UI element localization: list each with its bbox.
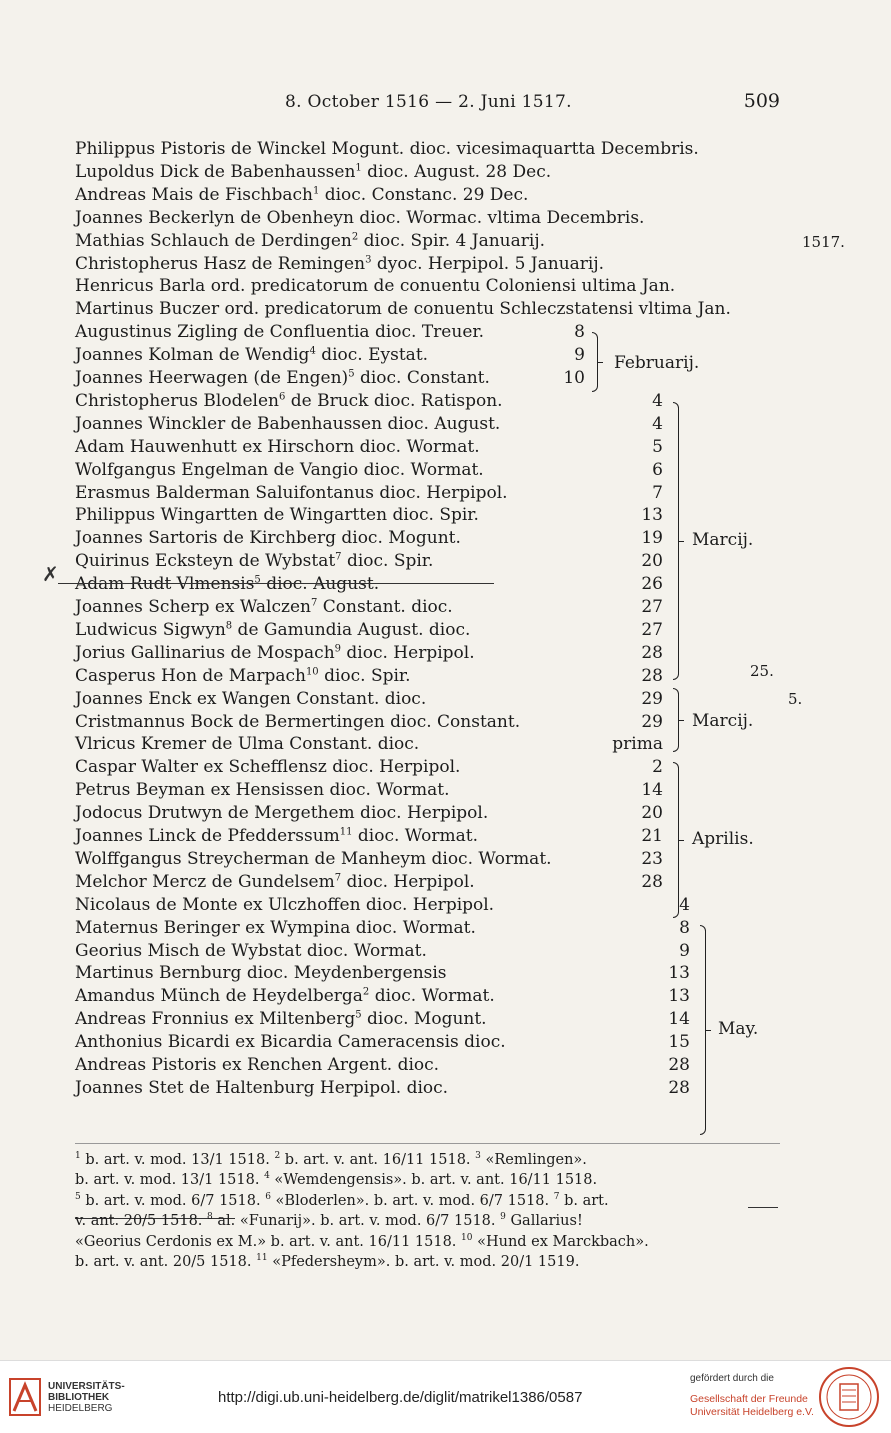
entry-name-line <box>75 642 475 664</box>
footnote-number: 6 <box>265 1191 271 1202</box>
entry-text-rest: dyoc. Herpipol. 5 Januarij. <box>371 253 605 274</box>
entry-day: 27 <box>641 619 663 640</box>
footnote-ref: 7 <box>310 597 318 609</box>
entry-day: 27 <box>641 597 663 617</box>
entry-name-line <box>75 550 433 572</box>
entry-name-line <box>75 962 447 984</box>
entry-day: 15 <box>668 1032 690 1053</box>
footnote-line <box>75 1253 780 1272</box>
footnote-ref: 5 <box>348 368 355 380</box>
footnote-ref: 6 <box>278 391 286 403</box>
footnote-line <box>75 1212 780 1231</box>
entry-day: 4 <box>652 390 663 411</box>
viewer-footer <box>0 1360 891 1433</box>
footnote-number: 4 <box>264 1171 270 1182</box>
entry-name-line <box>75 1031 506 1053</box>
entry-name-line <box>75 344 428 366</box>
entry-name-line <box>75 413 500 435</box>
entry-name-line <box>75 207 644 229</box>
footnote-ref: 1 <box>355 162 362 174</box>
entry-text: Andreas Mais de Fischbach <box>75 184 313 205</box>
entry-day: 4 <box>679 894 690 915</box>
entry-text-rest: dioc. August. 28 Dec. <box>361 161 552 182</box>
footnote-text: «Remlingen». <box>480 1152 587 1168</box>
entry-text-rest: dioc. Herpipol. <box>341 642 475 663</box>
entry-text: Melchor Mercz de Gundelsem <box>75 871 335 892</box>
footnote-text: b. art. <box>559 1192 609 1209</box>
brace-februarij <box>592 332 598 392</box>
entry-name-line <box>75 596 453 618</box>
entry-text: Joannes Stet de Haltenburg Herpipol. dioc. <box>75 1077 449 1098</box>
footnote-ref: 7 <box>335 551 342 563</box>
footnote-ref: 10 <box>305 666 319 678</box>
entry-day: 29 <box>641 711 663 732</box>
entry-text: Philippus Pistoris de Winckel Mogunt. dioc. vicesimaquartta Decembris. <box>75 139 699 159</box>
entry-name-line <box>75 1077 448 1099</box>
entry-name-line <box>75 894 494 916</box>
entry-day: 6 <box>652 459 663 480</box>
entry-name-line <box>75 527 461 549</box>
society-line-2: Universität Heidelberg e.V. <box>690 1406 814 1418</box>
page-number: 509 <box>743 90 780 112</box>
entry-day: 10 <box>563 368 585 388</box>
footnote-ref: 5 <box>355 1009 362 1021</box>
entry-name-line <box>75 848 552 870</box>
entry-text-rest: dioc. Constanc. 29 Dec. <box>319 184 529 205</box>
entry-day: 9 <box>679 940 690 961</box>
entry-day: 13 <box>641 505 663 526</box>
month-aprilis: Aprilis. <box>692 829 754 849</box>
entry-name-line <box>75 367 490 389</box>
footnote-text: «Georius Cerdonis ex M.» b. art. v. ant. 16/11 1518. <box>75 1233 462 1250</box>
entry-text: Joannes Sartoris de Kirchberg dioc. Mogunt. <box>75 528 461 549</box>
footnote-line <box>75 1151 780 1170</box>
entry-text: Adam Rudt Vlmensis <box>75 574 255 595</box>
entry-text: Ludwicus Sigwyn <box>75 619 226 640</box>
entry-text: Caspar Walter ex Schefflensz dioc. Herpipol. <box>75 757 461 778</box>
library-line-2: BIBLIOTHEK <box>48 1392 110 1403</box>
entry-text-rest: dioc. Mogunt. <box>361 1009 487 1030</box>
footnote-text: al. «Funarij». b. art. v. mod. 6/7 1518. <box>212 1213 501 1230</box>
entry-text-rest: dioc. Constant. <box>354 368 490 388</box>
month-may: May. <box>718 1019 759 1039</box>
brace-marcij-1 <box>673 402 679 680</box>
entry-text: Joannes Linck de Pfedderssum <box>75 826 340 846</box>
entry-text: Joannes Enck ex Wangen Constant. dioc. <box>75 688 427 709</box>
footnote-text: b. art. v. ant. 16/11 1518. <box>280 1152 476 1168</box>
month-marcij-2: Marcij. <box>692 711 754 731</box>
brace-may <box>700 925 706 1135</box>
footnote-text: Gallarius! <box>505 1213 583 1230</box>
footnote-text: «Bloderlen». b. art. v. mod. 6/7 1518. <box>270 1192 554 1209</box>
entry-name-line <box>75 504 479 526</box>
footnote-number: 7 <box>553 1191 560 1202</box>
entry-day: 23 <box>641 848 663 869</box>
entry-text: Jorius Gallinarius de Mospach <box>75 642 335 663</box>
entry-name-line <box>75 1054 439 1076</box>
entry-day: 28 <box>668 1055 690 1075</box>
footnote-text: b. art. v. mod. 13/1 1518. <box>80 1152 275 1168</box>
entry-text: Lupoldus Dick de Babenhaussen <box>75 161 356 182</box>
entry-text: Andreas Pistoris ex Renchen Argent. dioc. <box>75 1055 440 1075</box>
footnote-text: «Hund ex Marckbach». <box>472 1233 649 1250</box>
entry-day: prima <box>612 734 663 755</box>
entry-text: Adam Hauwenhutt ex Hirschorn dioc. Wormat. <box>75 436 480 457</box>
footnote-number: 8 <box>207 1212 213 1223</box>
footnote-text: «Wemdengensis». b. art. v. ant. 16/11 1518. <box>269 1172 598 1189</box>
funded-by-label: gefördert durch die <box>690 1373 774 1384</box>
entry-name-line <box>75 733 419 755</box>
entry-name-line <box>75 459 484 481</box>
entry-text-rest: de Gamundia August. dioc. <box>232 619 471 640</box>
entry-day: 28 <box>668 1077 690 1098</box>
margin-5: 5. <box>788 690 803 708</box>
entry-text-rest: Constant. dioc. <box>317 597 453 617</box>
entry-text: Martinus Buczer ord. predicatorum de conuentu Schleczstatensi vltima Jan. <box>75 299 731 320</box>
entry-text: Joannes Heerwagen (de Engen) <box>75 368 349 388</box>
entry-text: Christopherus Hasz de Remingen <box>75 253 366 274</box>
entry-name-line <box>75 619 470 641</box>
entry-name-line <box>75 940 427 962</box>
entry-day: 13 <box>668 963 690 984</box>
margin-year: 1517. <box>802 233 845 251</box>
entry-name-line <box>75 711 520 733</box>
footnote-number: 2 <box>274 1151 281 1162</box>
entry-text-rest: dioc. Spir. <box>318 665 411 686</box>
entry-name-line <box>75 779 450 801</box>
university-seal-icon[interactable] <box>818 1366 880 1428</box>
entry-name-line <box>75 756 460 778</box>
footnote-ref: 3 <box>365 253 372 265</box>
entry-day: 4 <box>652 413 663 434</box>
footnote-text: «Pfedersheym». b. art. v. mod. 20/1 1519. <box>267 1254 580 1270</box>
entry-day: 28 <box>641 871 663 892</box>
entry-text: Andreas Fronnius ex Miltenberg <box>75 1009 356 1030</box>
entry-text-rest: dioc. Spir. <box>341 551 434 572</box>
entry-text: Joannes Beckerlyn de Obenheyn dioc. Wormac. vltima Decembris. <box>75 207 645 228</box>
entry-text: Georius Misch de Wybstat dioc. Wormat. <box>75 940 427 961</box>
entry-text: Nicolaus de Monte ex Ulczhoffen dioc. Herpipol. <box>75 894 495 915</box>
footnote-number: 9 <box>500 1212 506 1223</box>
entry-name-line <box>75 985 495 1007</box>
entry-name-line <box>75 665 411 687</box>
entry-name-line <box>75 390 503 412</box>
entry-day: 28 <box>641 665 663 686</box>
month-februarij: Februarij. <box>614 353 700 373</box>
entry-text: Wolfgangus Engelman de Vangio dioc. Wormat. <box>75 459 484 480</box>
entry-name-line <box>75 482 508 504</box>
footnote-number: 1 <box>75 1151 81 1162</box>
footnote-number: 10 <box>461 1232 473 1243</box>
footnote-text: b. art. v. ant. 20/5 1518. <box>75 1254 257 1270</box>
entry-day: 2 <box>652 757 663 778</box>
footnote-ref: 2 <box>362 986 370 998</box>
entry-text: Wolffgangus Streycherman de Manheym dioc. Wormat. <box>75 848 552 869</box>
entry-name-line <box>75 688 426 710</box>
brace-marcij-2 <box>673 688 679 752</box>
footnote-number: 3 <box>475 1151 481 1162</box>
entry-day: 26 <box>641 574 663 595</box>
entry-text: Christopherus Blodelen <box>75 390 279 411</box>
entry-text-rest: dioc. Herpipol. <box>341 871 475 892</box>
entry-name-line <box>75 298 731 320</box>
entry-text: Martinus Bernburg dioc. Meydenbergensis <box>75 963 447 984</box>
footnote-number: 5 <box>75 1191 81 1202</box>
entry-name-line <box>75 573 379 595</box>
footnote-ref: 8 <box>225 620 233 632</box>
entry-text: Joannes Scherp ex Walczen <box>75 597 311 617</box>
entry-text: Mathias Schlauch de Derdingen <box>75 230 352 251</box>
entry-name-line <box>75 230 545 252</box>
entry-day: 8 <box>679 917 690 938</box>
entry-name-line <box>75 161 551 183</box>
society-link[interactable] <box>690 1393 814 1419</box>
entry-text: Amandus Münch de Heydelberga <box>75 986 363 1007</box>
entry-name-line <box>75 253 604 275</box>
entry-name-line <box>75 321 484 343</box>
entry-name-line <box>75 275 675 297</box>
footnote-ref: 2 <box>351 230 359 242</box>
entry-text: Augustinus Zigling de Confluentia dioc. Treuer. <box>75 322 485 343</box>
entry-day: 20 <box>641 551 663 572</box>
entry-text: Philippus Wingartten de Wingartten dioc. Spir. <box>75 505 479 526</box>
university-library-logo-icon[interactable] <box>8 1377 42 1417</box>
brace-aprilis <box>673 762 679 918</box>
footnote-text: v. ant. 20/5 1518. <box>75 1213 208 1230</box>
footnote-ref: 4 <box>309 345 316 357</box>
entry-text: Quirinus Ecksteyn de Wybstat <box>75 551 336 572</box>
entry-text: Petrus Beyman ex Hensissen dioc. Wormat. <box>75 780 450 801</box>
strike-through-line <box>58 583 494 584</box>
society-line-1: Gesellschaft der Freunde <box>690 1393 808 1405</box>
entry-text-rest: dioc. August. <box>260 574 380 595</box>
entry-name-line <box>75 184 528 206</box>
page-header <box>75 90 780 116</box>
entry-text-rest: dioc. Eystat. <box>315 345 429 366</box>
entry-text: Maternus Beringer ex Wympina dioc. Wormat. <box>75 917 476 938</box>
entry-day: 9 <box>574 345 585 366</box>
margin-25: 25. <box>750 662 774 680</box>
entry-day: 20 <box>641 803 663 824</box>
entry-text: Anthonius Bicardi ex Bicardia Cameracensis dioc. <box>75 1032 506 1053</box>
footnote-ref: 7 <box>334 872 342 884</box>
entry-name-line <box>75 917 476 939</box>
entry-text-rest: dioc. Wormat. <box>369 986 495 1007</box>
entry-text: Vlricus Kremer de Ulma Constant. dioc. <box>75 734 420 755</box>
footnote-line <box>75 1192 780 1211</box>
entry-day: 21 <box>641 826 663 846</box>
entry-text-rest: dioc. Wormat. <box>352 826 478 846</box>
footnote-text: b. art. v. mod. 13/1 1518. <box>75 1172 265 1189</box>
entry-day: 8 <box>574 322 585 343</box>
entry-day: 13 <box>668 986 690 1007</box>
entry-name-line <box>75 825 478 847</box>
entry-name-line <box>75 871 475 893</box>
handwritten-x-mark: ✗ <box>42 562 59 586</box>
entry-day: 14 <box>641 780 663 801</box>
library-name[interactable] <box>48 1381 125 1414</box>
entry-name-line <box>75 138 699 160</box>
entry-day: 28 <box>641 642 663 663</box>
footnote-rule <box>75 1143 780 1144</box>
running-title: 8. October 1516 — 2. Juni 1517. <box>285 92 572 112</box>
entry-text: Henricus Barla ord. predicatorum de conuentu Coloniensi ultima Jan. <box>75 276 676 297</box>
library-line-3: HEIDELBERG <box>48 1403 113 1414</box>
footnote-ref: 1 <box>312 185 320 197</box>
entry-name-line <box>75 1008 487 1030</box>
footnote-ref: 11 <box>339 826 353 838</box>
entry-text-rest: dioc. Spir. 4 Januarij. <box>358 230 545 251</box>
footnote-ref: 5 <box>254 574 261 586</box>
month-marcij-1: Marcij. <box>692 530 754 550</box>
entry-text: Casperus Hon de Marpach <box>75 665 306 686</box>
entry-day: 14 <box>668 1009 690 1030</box>
entry-name-line <box>75 802 488 824</box>
library-line-1: UNIVERSITÄTS- <box>48 1381 125 1392</box>
footnote-number: 11 <box>256 1253 268 1264</box>
entry-day: 5 <box>652 436 663 457</box>
entry-day: 7 <box>652 482 663 503</box>
entry-text: Joannes Winckler de Babenhaussen dioc. August. <box>75 413 501 434</box>
entry-text: Jodocus Drutwyn de Mergethem dioc. Herpipol. <box>75 803 489 824</box>
footnote-text: b. art. v. mod. 6/7 1518. <box>80 1192 266 1209</box>
entry-text: Joannes Kolman de Wendig <box>75 345 310 366</box>
entry-name-line <box>75 436 480 458</box>
entry-text: Cristmannus Bock de Bermertingen dioc. Constant. <box>75 711 521 732</box>
entry-text: Erasmus Balderman Saluifontanus dioc. Herpipol. <box>75 482 508 503</box>
footnote-ref: 9 <box>334 643 342 655</box>
footnote-line <box>75 1171 780 1190</box>
entry-text-rest: de Bruck dioc. Ratispon. <box>285 390 503 411</box>
entry-day: 29 <box>641 688 663 709</box>
footnote-line <box>75 1233 780 1252</box>
document-url-link[interactable]: http://digi.ub.uni-heidelberg.de/diglit/matrikel1386/0587 <box>218 1389 583 1406</box>
entry-day: 19 <box>641 528 663 549</box>
